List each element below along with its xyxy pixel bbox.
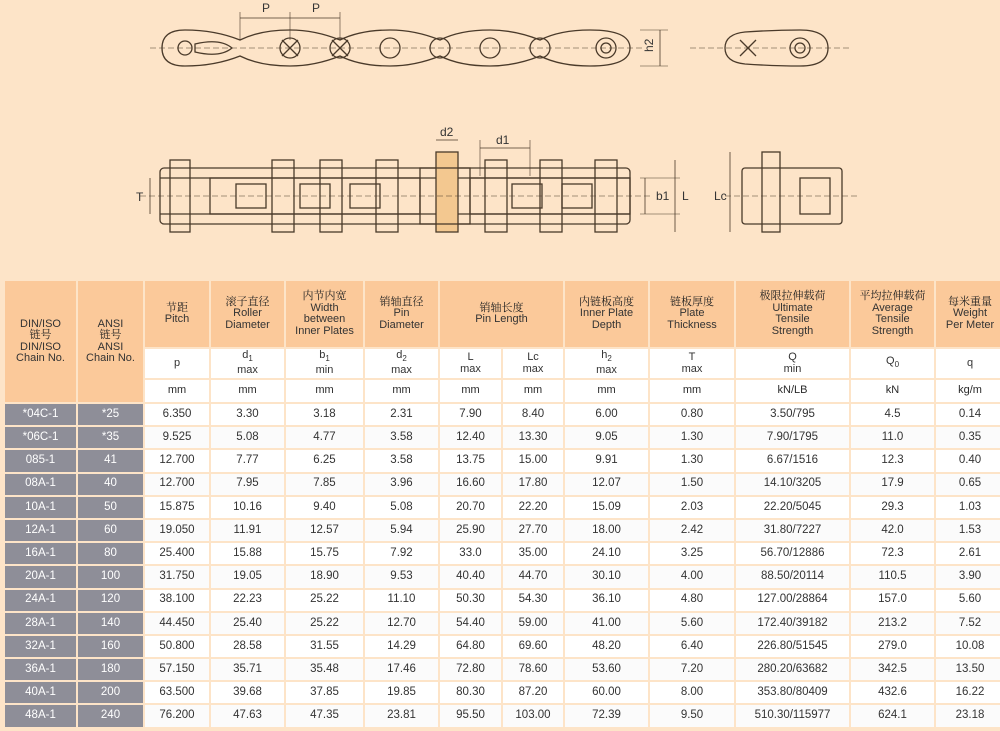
sym-t: T max	[650, 349, 734, 378]
table-cell: 5.08	[365, 497, 438, 518]
table-cell: 7.92	[365, 543, 438, 564]
table-cell: 3.30	[211, 404, 284, 425]
table-cell: 28.58	[211, 636, 284, 657]
table-cell: 110.5	[851, 566, 934, 587]
table-cell: 41.00	[565, 613, 648, 634]
sym-q0: $Q_0$	[851, 349, 934, 378]
table-cell: 9.40	[286, 497, 363, 518]
table-row	[5, 659, 1000, 680]
table-cell: 80.30	[440, 682, 501, 703]
table-cell: 353.80/80409	[736, 682, 849, 703]
unit-b1: mm	[286, 380, 363, 402]
table-cell: 18.00	[565, 520, 648, 541]
table-cell: 0.14	[936, 404, 1000, 425]
table-cell: *35	[78, 427, 143, 448]
table-cell: 15.09	[565, 497, 648, 518]
table-cell: 54.40	[440, 613, 501, 634]
table-cell: 5.08	[211, 427, 284, 448]
table-cell: 31.80/7227	[736, 520, 849, 541]
table-cell: 3.25	[650, 543, 734, 564]
table-cell: 9.50	[650, 705, 734, 726]
table-cell: 8.40	[503, 404, 563, 425]
table-cell: 0.80	[650, 404, 734, 425]
table-cell: 29.3	[851, 497, 934, 518]
table-cell: 3.58	[365, 427, 438, 448]
table-cell: 15.875	[145, 497, 209, 518]
table-cell: 72.80	[440, 659, 501, 680]
table-cell: 10A-1	[5, 497, 76, 518]
table-row	[5, 520, 1000, 541]
sym-q-weight: q	[936, 349, 1000, 378]
table-row	[5, 705, 1000, 726]
table-cell: 60	[78, 520, 143, 541]
table-cell: 280.20/63682	[736, 659, 849, 680]
table-cell: 41	[78, 450, 143, 471]
table-cell: 3.96	[365, 474, 438, 495]
table-row	[5, 497, 1000, 518]
col-head-ultimate: 极限拉伸载荷 Ultimate Tensile Strength	[736, 281, 849, 347]
table-cell: 47.35	[286, 705, 363, 726]
table-cell: 10.08	[936, 636, 1000, 657]
table-cell: 4.77	[286, 427, 363, 448]
lc-label: Lc	[714, 189, 727, 203]
table-cell: 54.30	[503, 590, 563, 611]
table-cell: 103.00	[503, 705, 563, 726]
table-cell: 6.67/1516	[736, 450, 849, 471]
table-cell: 100	[78, 566, 143, 587]
col-head-width: 内节内宽 Width between Inner Plates	[286, 281, 363, 347]
col-head-weight: 每米重量 Weight Per Meter	[936, 281, 1000, 347]
unit-h2: mm	[565, 380, 648, 402]
h2-label: h2	[642, 38, 656, 52]
col-head-average: 平均拉伸载荷 Average Tensile Strength	[851, 281, 934, 347]
table-row	[5, 543, 1000, 564]
table-cell: 12A-1	[5, 520, 76, 541]
table-cell: 624.1	[851, 705, 934, 726]
d1-label: d1	[496, 133, 510, 147]
table-cell: 59.00	[503, 613, 563, 634]
table-cell: 22.20/5045	[736, 497, 849, 518]
connecting-pin	[436, 152, 458, 232]
table-cell: 53.60	[565, 659, 648, 680]
table-row	[5, 427, 1000, 448]
col-head-ansi: ANSI 链号 ANSI Chain No.	[78, 281, 143, 402]
table-cell: 08A-1	[5, 474, 76, 495]
table-cell: 50	[78, 497, 143, 518]
table-cell: 36.10	[565, 590, 648, 611]
table-cell: 5.60	[650, 613, 734, 634]
table-cell: 1.30	[650, 450, 734, 471]
table-cell: 24.10	[565, 543, 648, 564]
table-cell: 7.20	[650, 659, 734, 680]
table-cell: 2.61	[936, 543, 1000, 564]
table-cell: 2.31	[365, 404, 438, 425]
table-cell: 87.20	[503, 682, 563, 703]
table-cell: 36A-1	[5, 659, 76, 680]
table-cell: 72.3	[851, 543, 934, 564]
table-cell: 7.90/1795	[736, 427, 849, 448]
table-cell: 213.2	[851, 613, 934, 634]
table-cell: 3.50/795	[736, 404, 849, 425]
l-label: L	[682, 189, 689, 203]
table-row	[5, 404, 1000, 425]
table-cell: 35.48	[286, 659, 363, 680]
table-cell: 95.50	[440, 705, 501, 726]
table-cell: 1.30	[650, 427, 734, 448]
table-cell: 14.10/3205	[736, 474, 849, 495]
table-cell: 25.90	[440, 520, 501, 541]
table-cell: 24A-1	[5, 590, 76, 611]
table-cell: 9.53	[365, 566, 438, 587]
unit-q0: kN	[851, 380, 934, 402]
unit-l: mm	[440, 380, 501, 402]
table-row	[5, 613, 1000, 634]
table-cell: 16.22	[936, 682, 1000, 703]
table-cell: 4.80	[650, 590, 734, 611]
unit-lc: mm	[503, 380, 563, 402]
table-cell: 50.800	[145, 636, 209, 657]
table-cell: 7.52	[936, 613, 1000, 634]
table-cell: 38.100	[145, 590, 209, 611]
chain-spec-table	[3, 279, 1000, 729]
table-cell: 18.90	[286, 566, 363, 587]
table-cell: 240	[78, 705, 143, 726]
table-cell: 2.03	[650, 497, 734, 518]
table-cell: 12.70	[365, 613, 438, 634]
table-cell: 22.23	[211, 590, 284, 611]
sym-p: p	[145, 349, 209, 378]
table-row	[5, 566, 1000, 587]
table-cell: 12.700	[145, 474, 209, 495]
table-cell: 9.05	[565, 427, 648, 448]
table-cell: 15.75	[286, 543, 363, 564]
table-cell: 0.65	[936, 474, 1000, 495]
table-row	[5, 450, 1000, 471]
table-cell: 120	[78, 590, 143, 611]
table-cell: 6.00	[565, 404, 648, 425]
table-cell: 72.39	[565, 705, 648, 726]
table-cell: 157.0	[851, 590, 934, 611]
table-cell: 28A-1	[5, 613, 76, 634]
table-cell: 12.07	[565, 474, 648, 495]
table-cell: 13.75	[440, 450, 501, 471]
table-cell: 25.22	[286, 613, 363, 634]
table-cell: 11.0	[851, 427, 934, 448]
table-cell: 37.85	[286, 682, 363, 703]
table-cell: 6.40	[650, 636, 734, 657]
table-row	[5, 474, 1000, 495]
table-cell: 127.00/28864	[736, 590, 849, 611]
table-cell: 510.30/115977	[736, 705, 849, 726]
table-cell: *04C-1	[5, 404, 76, 425]
table-cell: 27.70	[503, 520, 563, 541]
table-row	[5, 636, 1000, 657]
table-cell: 78.60	[503, 659, 563, 680]
table-cell: 12.3	[851, 450, 934, 471]
table-cell: 13.50	[936, 659, 1000, 680]
table-cell: 17.80	[503, 474, 563, 495]
table-cell: 50.30	[440, 590, 501, 611]
sym-d1: $d_1$ max	[211, 349, 284, 378]
table-cell: 19.85	[365, 682, 438, 703]
table-cell: 085-1	[5, 450, 76, 471]
table-cell: 56.70/12886	[736, 543, 849, 564]
table-cell: 279.0	[851, 636, 934, 657]
unit-p: mm	[145, 380, 209, 402]
table-cell: 40A-1	[5, 682, 76, 703]
table-cell: 16A-1	[5, 543, 76, 564]
table-cell: 1.50	[650, 474, 734, 495]
table-cell: 12.57	[286, 520, 363, 541]
table-cell: 32A-1	[5, 636, 76, 657]
sym-q: Q min	[736, 349, 849, 378]
table-cell: 25.22	[286, 590, 363, 611]
table-cell: 16.60	[440, 474, 501, 495]
unit-d1: mm	[211, 380, 284, 402]
table-cell: *25	[78, 404, 143, 425]
col-head-din: DIN/ISO 链号 DIN/ISO Chain No.	[5, 281, 76, 402]
table-cell: 25.400	[145, 543, 209, 564]
table-cell: 0.35	[936, 427, 1000, 448]
sym-h2: $h_2$ max	[565, 349, 648, 378]
table-cell: 226.80/51545	[736, 636, 849, 657]
table-cell: 44.450	[145, 613, 209, 634]
table-cell: 22.20	[503, 497, 563, 518]
table-cell: 9.91	[565, 450, 648, 471]
table-cell: 17.46	[365, 659, 438, 680]
col-head-pin-length: 销轴长度 Pin Length	[440, 281, 563, 347]
table-cell: 80	[78, 543, 143, 564]
col-head-plate-depth: 内链板高度 Inner Plate Depth	[565, 281, 648, 347]
b1-label: b1	[656, 189, 670, 203]
table-cell: 5.60	[936, 590, 1000, 611]
table-cell: 60.00	[565, 682, 648, 703]
table-cell: 20.70	[440, 497, 501, 518]
table-cell: 1.53	[936, 520, 1000, 541]
table-cell: 64.80	[440, 636, 501, 657]
table-cell: 40	[78, 474, 143, 495]
table-cell: 6.25	[286, 450, 363, 471]
table-row	[5, 682, 1000, 703]
table-cell: 40.40	[440, 566, 501, 587]
table-cell: 7.95	[211, 474, 284, 495]
table-cell: 15.00	[503, 450, 563, 471]
table-cell: 12.40	[440, 427, 501, 448]
table-cell: 2.42	[650, 520, 734, 541]
table-cell: 342.5	[851, 659, 934, 680]
d2-label: d2	[440, 125, 454, 139]
unit-t: mm	[650, 380, 734, 402]
table-cell: 47.63	[211, 705, 284, 726]
table-cell: 14.29	[365, 636, 438, 657]
table-cell: 160	[78, 636, 143, 657]
sym-l: L max	[440, 349, 501, 378]
table-cell: 180	[78, 659, 143, 680]
table-cell: 432.6	[851, 682, 934, 703]
table-cell: 88.50/20114	[736, 566, 849, 587]
table-cell: 23.81	[365, 705, 438, 726]
table-cell: 30.10	[565, 566, 648, 587]
table-cell: 44.70	[503, 566, 563, 587]
table-cell: 7.77	[211, 450, 284, 471]
table-cell: 10.16	[211, 497, 284, 518]
table-cell: 23.18	[936, 705, 1000, 726]
col-head-roller: 滚子直径 Roller Diameter	[211, 281, 284, 347]
sym-d2: $d_2$ max	[365, 349, 438, 378]
table-cell: 33.0	[440, 543, 501, 564]
table-cell: 31.750	[145, 566, 209, 587]
table-cell: 42.0	[851, 520, 934, 541]
table-cell: 11.10	[365, 590, 438, 611]
col-head-pin-dia: 销轴直径 Pin Diameter	[365, 281, 438, 347]
unit-q: kN/LB	[736, 380, 849, 402]
table-cell: 0.40	[936, 450, 1000, 471]
table-cell: 15.88	[211, 543, 284, 564]
table-cell: 48.20	[565, 636, 648, 657]
table-cell: 3.18	[286, 404, 363, 425]
table-cell: 48A-1	[5, 705, 76, 726]
table-cell: 13.30	[503, 427, 563, 448]
table-cell: 19.050	[145, 520, 209, 541]
table-cell: 11.91	[211, 520, 284, 541]
table-cell: 5.94	[365, 520, 438, 541]
col-head-pitch: 节距 Pitch	[145, 281, 209, 347]
sym-b1: $b_1$ min	[286, 349, 363, 378]
table-cell: 7.90	[440, 404, 501, 425]
table-cell: 31.55	[286, 636, 363, 657]
table-cell: 39.68	[211, 682, 284, 703]
unit-d2: mm	[365, 380, 438, 402]
table-cell: 20A-1	[5, 566, 76, 587]
table-cell: 76.200	[145, 705, 209, 726]
pitch-label-2: P	[312, 1, 321, 15]
table-cell: 17.9	[851, 474, 934, 495]
t-label: T	[136, 190, 144, 204]
unit-weight: kg/m	[936, 380, 1000, 402]
col-head-thickness: 链板厚度 Plate Thickness	[650, 281, 734, 347]
table-cell: 200	[78, 682, 143, 703]
table-cell: 35.71	[211, 659, 284, 680]
table-cell: 4.00	[650, 566, 734, 587]
table-cell: 7.85	[286, 474, 363, 495]
table-cell: 63.500	[145, 682, 209, 703]
table-cell: 1.03	[936, 497, 1000, 518]
sym-lc: Lc max	[503, 349, 563, 378]
table-row	[5, 590, 1000, 611]
table-cell: 35.00	[503, 543, 563, 564]
chain-technical-drawing	[0, 0, 1000, 272]
table-cell: 140	[78, 613, 143, 634]
table-cell: 25.40	[211, 613, 284, 634]
table-cell: 6.350	[145, 404, 209, 425]
table-cell: *06C-1	[5, 427, 76, 448]
table-cell: 172.40/39182	[736, 613, 849, 634]
table-cell: 4.5	[851, 404, 934, 425]
table-cell: 12.700	[145, 450, 209, 471]
table-cell: 57.150	[145, 659, 209, 680]
pitch-label: P	[262, 1, 271, 15]
table-cell: 69.60	[503, 636, 563, 657]
table-cell: 8.00	[650, 682, 734, 703]
table-cell: 3.90	[936, 566, 1000, 587]
table-cell: 19.05	[211, 566, 284, 587]
table-cell: 9.525	[145, 427, 209, 448]
table-cell: 3.58	[365, 450, 438, 471]
